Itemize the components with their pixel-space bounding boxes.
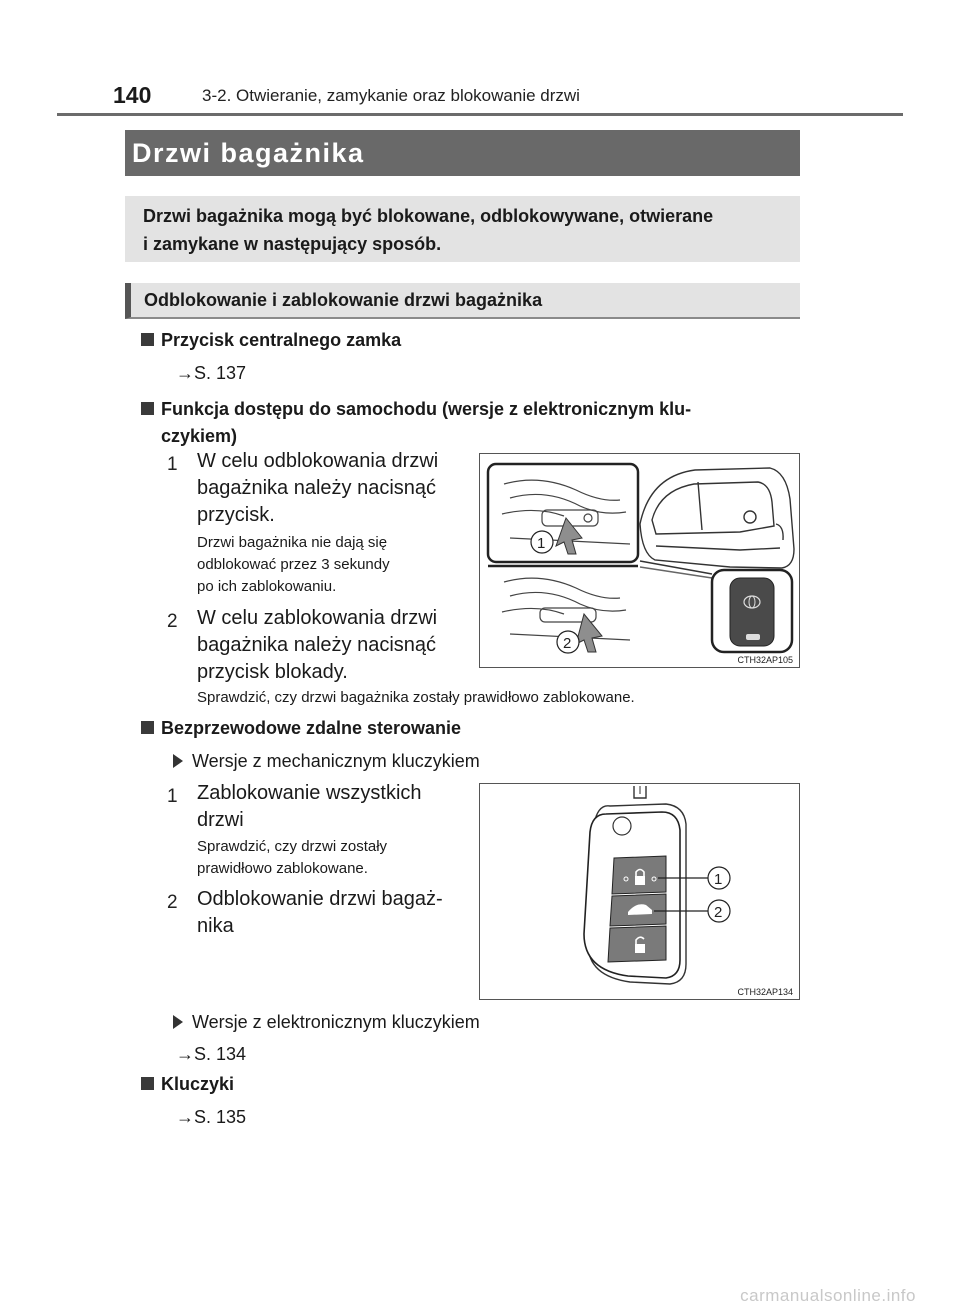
step-number-2-icon <box>164 890 181 912</box>
step-line: Zablokowanie wszystkich <box>197 782 422 804</box>
figure-code: CTH32AP134 <box>737 987 793 997</box>
intro-box <box>125 196 800 262</box>
item-heading-keys <box>141 1074 234 1095</box>
remote-step-1-text <box>197 780 462 834</box>
header-rule <box>57 113 903 116</box>
step-number-1-icon <box>164 784 181 806</box>
step-number-1 <box>164 784 181 811</box>
svg-text:1: 1 <box>537 535 546 552</box>
page-reference[interactable] <box>176 1107 246 1128</box>
triangle-bullet-icon <box>173 754 183 768</box>
page-reference-text: S. 134 <box>194 1044 247 1064</box>
square-bullet-icon <box>141 1077 154 1090</box>
page-reference-text: S. 137 <box>194 363 247 383</box>
step-line: drzwi <box>197 809 244 831</box>
back-door-illustration <box>480 454 799 667</box>
step-number-2 <box>164 609 181 636</box>
page-reference[interactable] <box>176 1044 246 1065</box>
note-line: po ich zablokowaniu. <box>197 578 337 595</box>
sub-heading-electronic-key <box>173 1012 480 1033</box>
sub-heading-text: Wersje z mechanicznym kluczykiem <box>192 751 480 771</box>
step-number-2-icon <box>164 609 181 631</box>
watermark: carmanualsonline.info <box>740 1286 916 1305</box>
note-line: Drzwi bagażnika nie dają się <box>197 534 388 551</box>
page-reference[interactable] <box>176 363 246 384</box>
item-heading-text-cont: czykiem) <box>161 426 238 446</box>
remote-step-1-note <box>197 836 462 880</box>
item-heading-text: Bezprzewodowe zdalne sterowanie <box>161 718 462 738</box>
step-line: nika <box>197 915 234 937</box>
running-head: 3-2. Otwieranie, zamykanie oraz blokowanie drzwi <box>202 86 580 105</box>
square-bullet-icon <box>141 721 154 734</box>
step-line: przycisk blokady. <box>197 661 348 683</box>
arrow-right-icon: → <box>176 1107 194 1127</box>
note-line: prawidłowo zablokowane. <box>197 860 368 877</box>
step-line: W celu zablokowania drzwi <box>197 607 438 629</box>
step-line: W celu odblokowania drzwi <box>197 450 439 472</box>
figure-wireless-remote <box>479 783 800 1000</box>
figure-code: CTH32AP105 <box>737 655 793 665</box>
item-heading-central-lock <box>141 330 401 351</box>
intro-line-1: Drzwi bagażnika mogą być blokowane, odblokowywane, otwierane <box>143 206 714 226</box>
page-number: 140 <box>113 82 152 108</box>
step-line: bagażnika należy nacisnąć <box>197 634 437 656</box>
arrow-right-icon: → <box>176 363 194 383</box>
remote-key-illustration <box>480 784 799 999</box>
svg-text:2: 2 <box>563 635 572 652</box>
item-heading-text: Przycisk centralnego zamka <box>161 330 402 350</box>
page-reference-text: S. 135 <box>194 1107 247 1127</box>
step-2-note: Sprawdzić, czy drzwi bagażnika zostały prawidłowo zablokowane. <box>197 689 635 706</box>
sub-heading-text: Wersje z elektronicznym kluczykiem <box>192 1012 480 1032</box>
arrow-right-icon: → <box>176 1044 194 1064</box>
svg-text:2: 2 <box>167 611 178 631</box>
remote-step-2-text <box>197 886 462 940</box>
sub-heading-mechanical-key <box>173 751 480 772</box>
svg-text:2: 2 <box>167 892 178 912</box>
item-heading-text: Kluczyki <box>161 1074 235 1094</box>
item-heading-text: Funkcja dostępu do samochodu (wersje z elektronicznym klu- <box>161 399 692 419</box>
step-line: bagażnika należy nacisnąć <box>197 477 437 499</box>
page-title: Drzwi bagażnika <box>125 130 800 176</box>
triangle-bullet-icon <box>173 1015 183 1029</box>
step-line: Odblokowanie drzwi bagaż- <box>197 888 443 910</box>
step-number-1 <box>164 452 181 479</box>
square-bullet-icon <box>141 333 154 346</box>
step-1-note <box>197 532 462 598</box>
item-heading-smart-entry <box>141 396 801 450</box>
step-1-text <box>197 448 462 529</box>
item-heading-wireless-remote <box>141 718 461 739</box>
note-line: odblokować przez 3 sekundy <box>197 556 390 573</box>
section-heading: Odblokowanie i zablokowanie drzwi bagażnika <box>125 283 800 319</box>
svg-text:1: 1 <box>167 454 178 474</box>
svg-text:2: 2 <box>714 904 723 921</box>
step-number-2 <box>164 890 181 917</box>
step-number-1-icon <box>164 452 181 474</box>
figure-smart-entry <box>479 453 800 668</box>
step-line: przycisk. <box>197 504 275 526</box>
step-2-text <box>197 605 462 686</box>
note-line: Sprawdzić, czy drzwi zostały <box>197 838 388 855</box>
intro-line-2: i zamykane w następujący sposób. <box>143 234 442 254</box>
svg-text:1: 1 <box>714 871 723 888</box>
svg-text:1: 1 <box>167 786 178 806</box>
square-bullet-icon <box>141 402 154 415</box>
